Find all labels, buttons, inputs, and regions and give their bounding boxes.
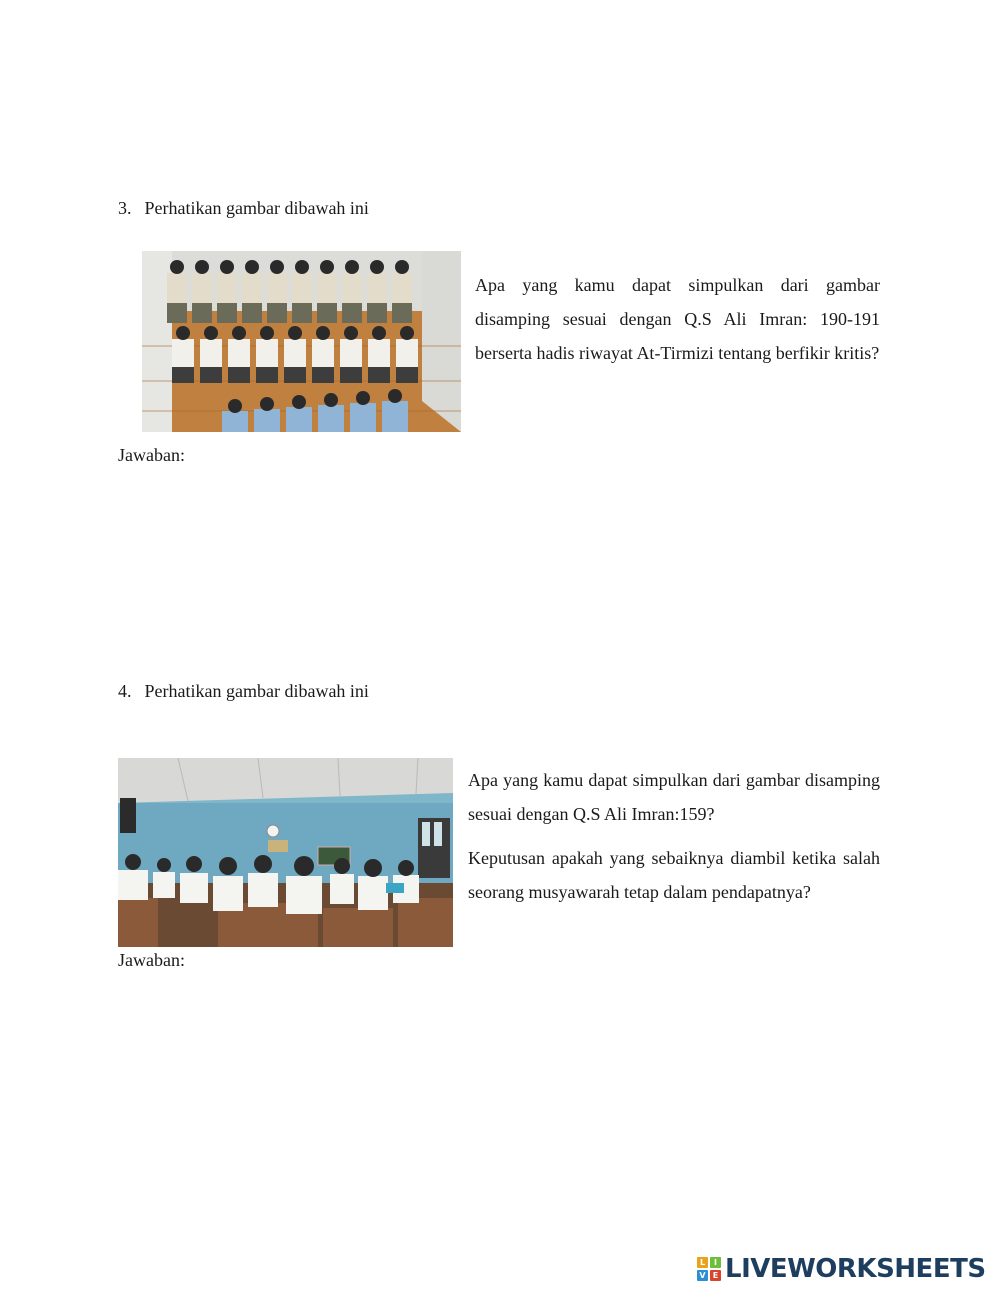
question-3-number: 3. (118, 198, 132, 218)
question-4-followup: Keputusan apakah yang sebaiknya diambil ketika salah seorang musyawarah tetap dalam pendapatnya? (468, 848, 880, 902)
question-3-heading-text: Perhatikan gambar dibawah ini (144, 198, 369, 218)
question-4-number: 4. (118, 681, 132, 701)
question-4-prompt: Apa yang kamu dapat simpulkan dari gambar disamping sesuai dengan Q.S Ali Imran:159? (468, 770, 880, 824)
question-3-heading (118, 197, 369, 219)
question-4-photo (118, 758, 453, 947)
question-3-prompt: Apa yang kamu dapat simpulkan dari gambar disamping sesuai dengan Q.S Ali Imran: 190-191 berserta hadis riwayat At-Tirmizi tentang berfikir kritis? (475, 275, 880, 363)
question-4-answer-label: Jawaban: (118, 950, 185, 970)
question-3-photo (142, 251, 461, 432)
liveworksheets-logo-icon: L I V E (697, 1257, 721, 1281)
question-4-heading-text: Perhatikan gambar dibawah ini (144, 681, 369, 701)
liveworksheets-logo-text: LIVEWORKSHEETS (725, 1254, 986, 1284)
liveworksheets-logo[interactable] (697, 1252, 986, 1286)
question-3-answer-label: Jawaban: (118, 445, 185, 465)
question-4-heading (118, 680, 369, 702)
